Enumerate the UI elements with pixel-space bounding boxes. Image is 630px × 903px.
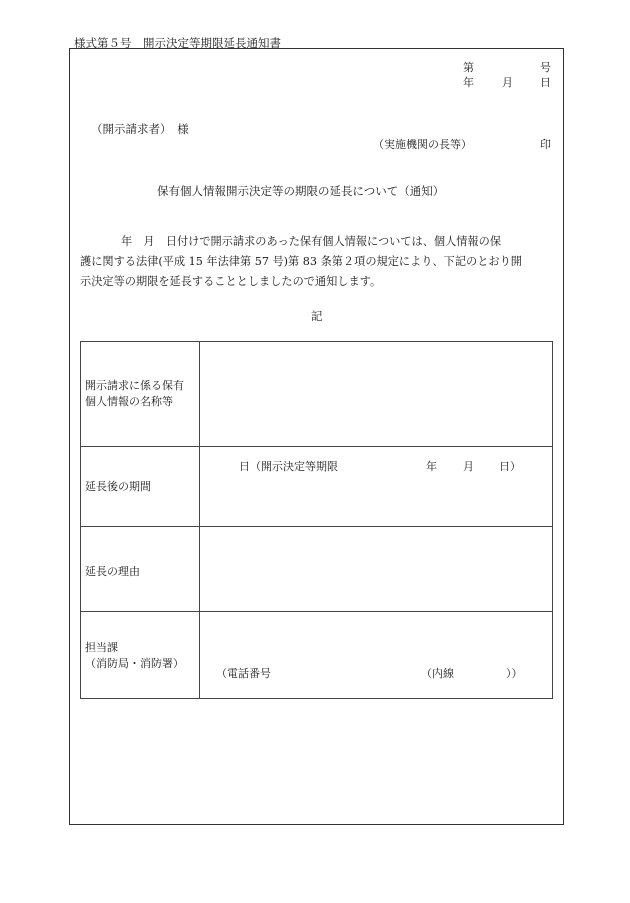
extension-label: （内線 — [421, 667, 454, 680]
phone-close: ）） — [506, 667, 523, 680]
number-prefix: 第 — [463, 61, 474, 74]
body-line-2: 護に関する法律(平成 15 年法律第 57 号)第 83 条第２項の規定により、下記のとおり開 — [80, 255, 522, 268]
row4-label — [85, 640, 184, 671]
date-day: 日 — [540, 76, 551, 89]
table-row-divider — [81, 611, 552, 612]
phone-label: （電話番号 — [216, 667, 271, 680]
row2-label: 延長後の期間 — [85, 480, 151, 493]
table-row-divider — [81, 526, 552, 527]
row1-label — [85, 378, 184, 409]
row2-year: 年 — [426, 460, 437, 473]
issuer-name: （実施機関の長等） — [373, 138, 472, 151]
seal-mark: 印 — [540, 138, 551, 151]
row2-month: 月 — [463, 460, 474, 473]
row1-label-line1: 開示請求に係る保有 — [85, 379, 184, 392]
ki-mark: 記 — [311, 309, 323, 323]
body-line-1: 年 月 日付けで開示請求のあった保有個人情報については、個人情報の保 — [121, 235, 502, 248]
row3-label: 延長の理由 — [85, 565, 140, 578]
table-column-divider — [199, 342, 200, 698]
details-table — [80, 341, 553, 699]
row4-label-line2: （消防局・消防署） — [85, 656, 184, 670]
addressee-name: （開示請求者） 様 — [91, 122, 189, 136]
table-row-divider — [81, 446, 552, 447]
document-title: 保有個人情報開示決定等の期限の延長について（通知） — [157, 184, 445, 198]
row1-label-line2: 個人情報の名称等 — [85, 394, 173, 408]
row2-day-close: 日） — [499, 460, 521, 473]
body-line-3: 示決定等の期限を延長することとしましたので通知します。 — [80, 275, 382, 288]
date-month: 月 — [502, 76, 513, 89]
date-year: 年 — [463, 76, 474, 89]
number-suffix: 号 — [540, 61, 551, 74]
row4-label-line1: 担当課 — [85, 641, 118, 654]
row2-day: 日（開示決定等期限 — [239, 460, 338, 473]
form-title: 様式第５号 開示決定等期限延長通知書 — [74, 36, 281, 50]
